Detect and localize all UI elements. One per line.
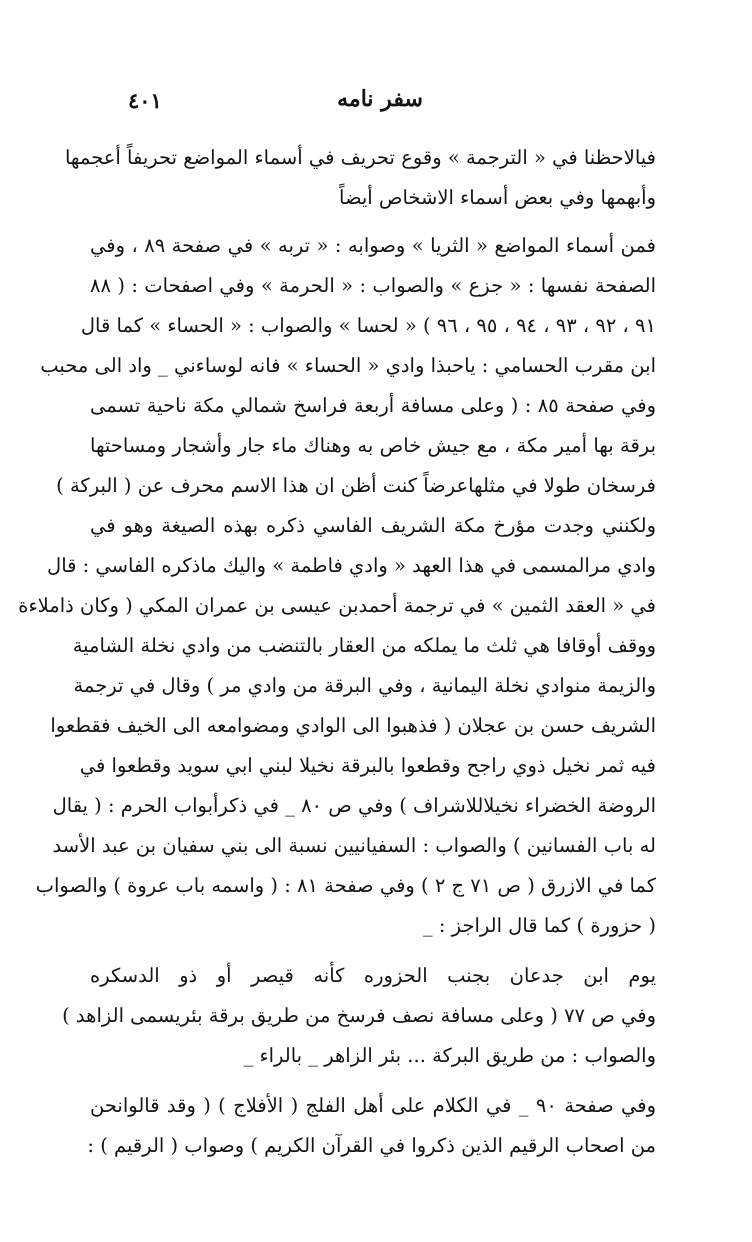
text-line: فمن أسماء المواضع « الثريا » وصوابه : « تربه » في صفحة ٨٩ ، وفي [90, 234, 656, 257]
text-line: وفي صفحة ٩٠ _ في الكلام على أهل الفلج ( الأفلاج ) ( وقد قالوانحن [90, 1094, 656, 1117]
text-line: وأبهمها وفي بعض أسماء الاشخاص أيضاً [339, 186, 656, 209]
text-line: فيه ثمر نخيل ذوي راجح وقطعوا بالبرقة نخيلا لبني ابي سويد وقطعوا في [79, 754, 656, 777]
running-header-title: سفر نامه [337, 86, 423, 112]
text-line: كما في الازرق ( ص ٧١ ج ٢ ) وفي صفحة ٨١ : ( واسمه باب عروة ) والصواب [35, 874, 656, 897]
page-number: ٤٠١ [128, 88, 162, 113]
text-line: في « العقد الثمين » في ترجمة أحمدبن عيسى بن عمران المكي ( وكان ذاملاءة [18, 594, 656, 617]
text-line: والزيمة منوادي نخلة اليمانية ، وفي البرقة من وادي مر ) وقال في ترجمة [73, 674, 656, 697]
text-line: ووقف أوقافا هي ثلث ما يملكه من العقار بالتنضب من وادي نخلة الشامية [72, 634, 656, 657]
text-line: من اصحاب الرقيم الذين ذكروا في القرآن الكريم ) وصواب ( الرقيم ) : [87, 1134, 656, 1157]
verse-line: يوم ابن جدعان بجنب الحزوره كأنه قيصر أو ذو الدسكره [90, 964, 656, 987]
text-line: له باب الفسانين ) والصواب : السفيانيين نسبة الى بني سفيان بن عبد الأسد [52, 834, 656, 857]
text-line: ابن مقرب الحسامي : ياحبذا وادي « الحساء » فانه لوساءني _ واد الى محبب [40, 354, 656, 377]
text-line: فيالاحظنا في « الترجمة » وقوع تحريف في أسماء المواضع تحريفاً أعجمها [64, 146, 656, 169]
text-line: الروضة الخضراء نخيلاللاشراف ) وفي ص ٨٠ _ في ذكرأبواب الحرم : ( يقال [52, 794, 656, 817]
text-line: ( حزورة ) كما قال الراجز : _ [422, 914, 656, 937]
text-line: الصفحة نفسها : « جزع » والصواب : « الحرمة » وفي اصفحات : ( ٨٨ [90, 274, 656, 297]
text-line: برقة بها أمير مكة ، مع جيش خاص به وهناك ماء جار وأشجار ومساحتها [90, 434, 656, 457]
text-line: وفي صفحة ٨٥ : ( وعلى مسافة أربعة فراسخ شمالي مكة ناحية تسمى [90, 394, 656, 417]
text-line: فرسخان طولا في مثلهاعرضاً كنت أظن ان هذا الاسم محرف عن ( البركة ) [56, 474, 656, 497]
text-line: ولكنني وجدت مؤرخ مكة الشريف الفاسي ذكره بهذه الصيغة وهو في [90, 514, 656, 537]
text-line: وادي مرالمسمى في هذا العهد « وادي فاطمة » واليك ماذكره الفاسي : قال [47, 554, 656, 577]
text-line: ٩١ ، ٩٢ ، ٩٣ ، ٩٤ ، ٩٥ ، ٩٦ ) « لحسا » والصواب : « الحساء » كما قال [80, 314, 656, 337]
text-line: وفي ص ٧٧ ( وعلى مسافة نصف فرسخ من طريق برقة بئريسمى الزاهد ) [62, 1004, 656, 1027]
text-line: الشريف حسن بن عجلان ( فذهبوا الى الوادي ومضوامعه الى الخيف فقطعوا [50, 714, 656, 737]
text-line: والصواب : من طريق البركة ... بئر الزاهر _ بالراء _ [243, 1044, 656, 1067]
